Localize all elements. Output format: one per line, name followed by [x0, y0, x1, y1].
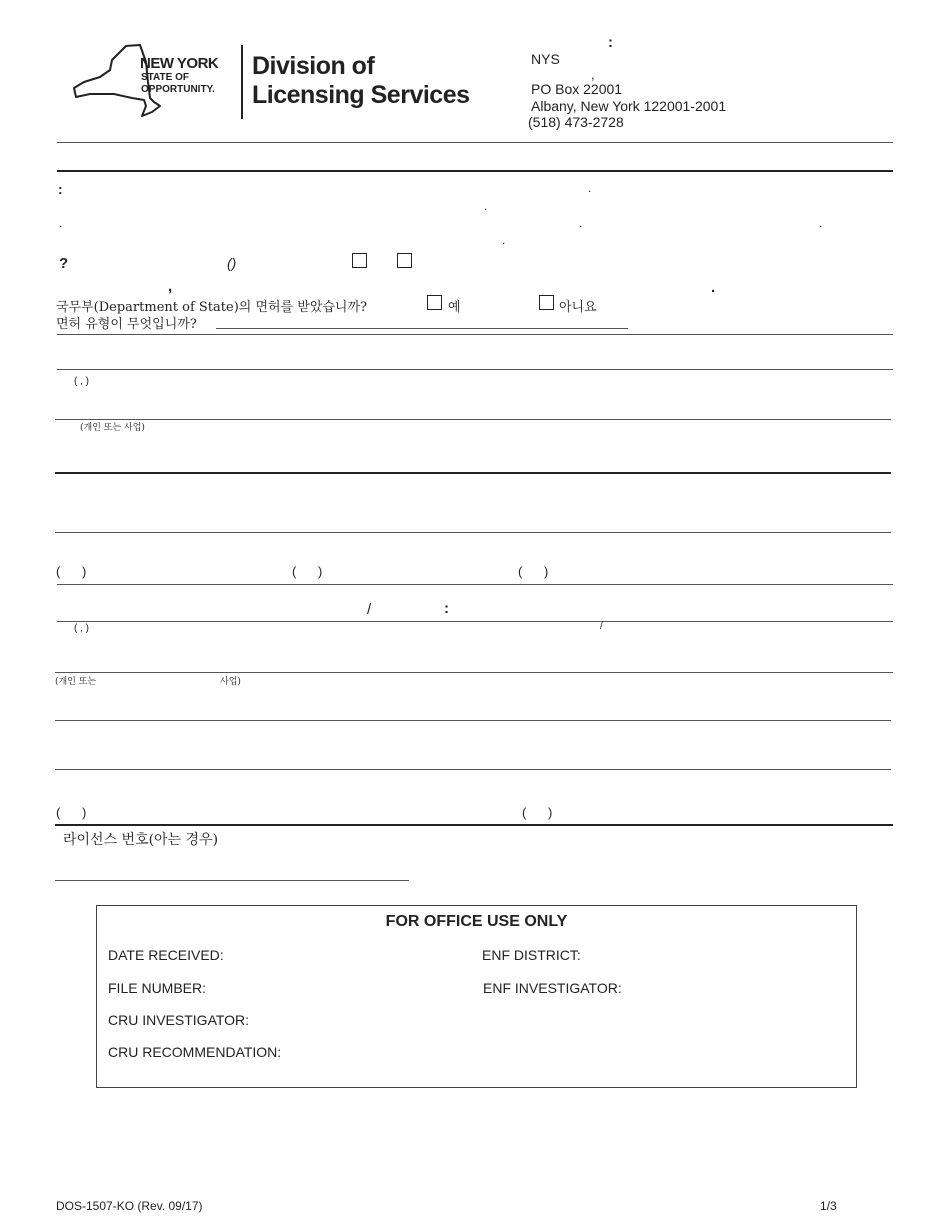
- address-colon: :: [608, 34, 613, 51]
- complainant-type-hint-b: 사업): [220, 677, 241, 687]
- section-rule: [57, 334, 893, 335]
- brand-state-of: STATE OF: [141, 72, 189, 83]
- license-yes-checkbox[interactable]: [427, 295, 442, 310]
- license-no-checkbox[interactable]: [539, 295, 554, 310]
- complainant-name-hint: ( , ): [74, 623, 89, 634]
- section-rule: [55, 472, 891, 474]
- cru-recommendation-label: CRU RECOMMENDATION:: [108, 1044, 282, 1060]
- subject-name-field[interactable]: [57, 369, 893, 370]
- license-number-label: 라이선스 번호(아는 경우): [63, 832, 219, 848]
- office-use-box: [96, 905, 857, 1088]
- complainant-slash-hint: /: [600, 621, 603, 632]
- logo-divider: [241, 45, 243, 119]
- section-rule: [57, 170, 893, 172]
- subject-phone-1: ( ): [56, 564, 87, 579]
- brand-opportunity: OPPORTUNITY.: [141, 84, 215, 95]
- date-received-label: DATE RECEIVED:: [108, 947, 224, 963]
- question1-comma: ,: [168, 278, 173, 295]
- office-use-title: FOR OFFICE USE ONLY: [385, 913, 568, 930]
- section1-dot: .: [484, 199, 488, 213]
- license-type-label: 면허 유형이 무엇입니까?: [56, 317, 197, 332]
- page-number: 1/3: [820, 1199, 837, 1213]
- section1-dot: .: [819, 216, 823, 230]
- section-rule: [55, 824, 893, 826]
- header-rule: [57, 142, 893, 143]
- address-pobox: PO Box 22001: [531, 81, 623, 97]
- question1-checkbox-a[interactable]: [352, 253, 367, 268]
- subject-phone-3: ( ): [518, 564, 549, 579]
- section1-dot: .: [502, 233, 506, 247]
- cru-investigator-label: CRU INVESTIGATOR:: [108, 1012, 250, 1028]
- address-city: Albany, New York 122001-2001: [531, 98, 727, 114]
- complainant-type-hint-a: (개인 또는: [55, 677, 97, 687]
- question1-paren: (): [227, 255, 237, 271]
- license-question: 국무부(Department of State)의 면허를 받았습니까?: [56, 300, 368, 315]
- address-comma: ,: [591, 67, 595, 82]
- file-number-label: FILE NUMBER:: [108, 980, 207, 996]
- complainant-city-field[interactable]: [55, 769, 891, 770]
- complainant-name-field[interactable]: [57, 621, 893, 622]
- license-yes-label: 예: [448, 300, 461, 315]
- section1-dot: .: [711, 279, 716, 296]
- complainant-phone-2: ( ): [522, 805, 553, 820]
- section1-dot: .: [579, 216, 583, 230]
- license-no-label: 아니요: [559, 300, 597, 315]
- subject-business-field[interactable]: [55, 419, 891, 420]
- section1-dot: .: [588, 181, 592, 195]
- complainant-slash: /: [367, 601, 372, 618]
- question1-checkbox-b[interactable]: [397, 253, 412, 268]
- section1-colon: :: [58, 181, 63, 197]
- subject-phone-rule: [57, 584, 893, 585]
- complainant-colon: :: [444, 600, 449, 617]
- license-type-field[interactable]: [216, 328, 628, 329]
- subject-phone-2: ( ): [292, 564, 323, 579]
- subject-type-hint: (개인 또는 사업): [80, 423, 145, 433]
- subject-address-field[interactable]: [55, 532, 891, 533]
- question1-mark: ?: [59, 255, 69, 272]
- complainant-address-field[interactable]: [55, 720, 891, 721]
- enf-investigator-label: ENF INVESTIGATOR:: [483, 980, 622, 996]
- division-title-line2: Licensing Services: [252, 81, 470, 109]
- section1-dot: .: [59, 216, 63, 230]
- subject-name-hint: ( , ): [74, 376, 89, 387]
- brand-new-york: NEW YORK: [140, 55, 219, 72]
- complainant-phone-1: ( ): [56, 805, 87, 820]
- license-number-field[interactable]: [55, 880, 409, 881]
- division-title-line1: Division of: [252, 52, 375, 80]
- complainant-business-field[interactable]: [55, 672, 893, 673]
- address-phone: (518) 473-2728: [528, 114, 624, 130]
- address-org: NYS: [531, 51, 560, 67]
- form-id: DOS-1507-KO (Rev. 09/17): [56, 1199, 203, 1213]
- enf-district-label: ENF DISTRICT:: [482, 947, 581, 963]
